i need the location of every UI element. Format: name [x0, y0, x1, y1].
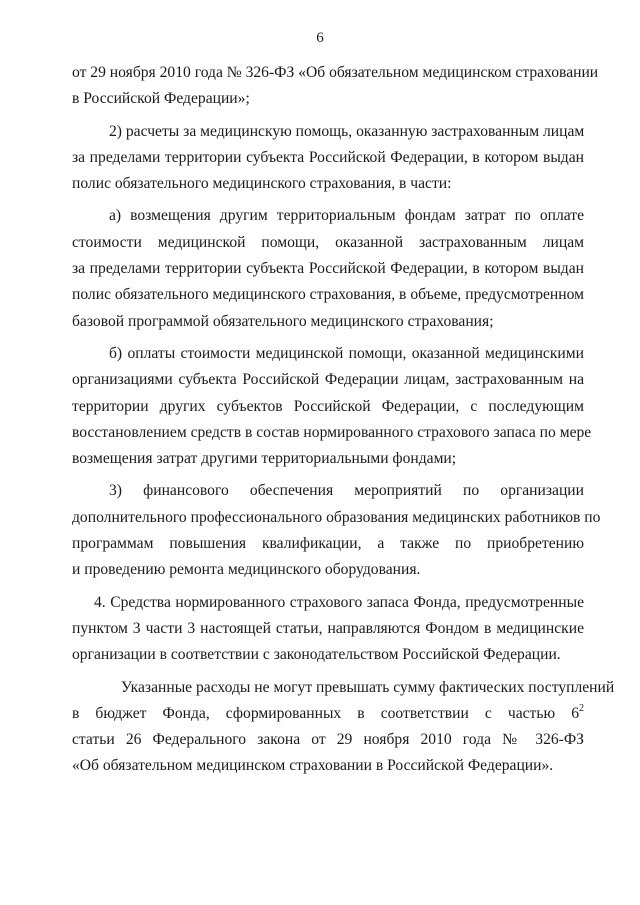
paragraph-subitem-b: [72, 341, 592, 472]
superscript: 2: [579, 702, 584, 714]
text-line: 2) расчеты за медицинскую помощь, оказанную застрахованным лицам: [109, 122, 585, 140]
paragraph-expenses: [72, 675, 615, 780]
text-line: статьи 26 Федерального закона от 29 ноября 2010 года № 326-ФЗ: [72, 731, 584, 749]
text-line: программам повышения квалификации, а также по приобретению: [72, 535, 584, 553]
text-line-with-superscript: [72, 701, 584, 727]
text-line: от 29 ноября 2010 года № 326-ФЗ «Об обязательном медицинском страховании: [72, 64, 599, 81]
text-line: за пределами территории субъекта Российской Федерации, в котором выдан: [72, 148, 584, 166]
text-line: 4. Средства нормированного страхового запаса Фонда, предусмотренные: [94, 593, 584, 611]
text-line: б) оплаты стоимости медицинской помощи, оказанной медицинскими: [109, 344, 584, 362]
text-line: в Российской Федерации»;: [72, 90, 250, 108]
text-line: за пределами территории субъекта Российской Федерации, в котором выдан: [72, 260, 584, 278]
paragraph-item-2: [72, 119, 584, 198]
text-line: полис обязательного медицинского страхования, в части:: [72, 175, 452, 193]
text-line: Указанные расходы не могут превышать сумму фактических поступлений: [121, 678, 615, 696]
text-line: возмещения затрат другими территориальными фондами;: [72, 450, 457, 468]
document-body: [72, 60, 615, 780]
text-line: организациями субъекта Российской Федерации лицам, застрахованным на: [72, 371, 584, 389]
text-line: «Об обязательном медицинском страховании в Российской Федерации».: [72, 757, 554, 775]
paragraph-continuation: [72, 60, 599, 113]
paragraph-part-4: [72, 590, 584, 669]
text-line: стоимости медицинской помощи, оказанной застрахованным лицам: [72, 233, 584, 251]
text-line: организации в соответствии с законодательством Российской Федерации.: [72, 646, 561, 664]
text-line: полис обязательного медицинского страхования, в объеме, предусмотренном: [72, 286, 584, 304]
text-line: пунктом 3 части 3 настоящей статьи, направляются Фондом в медицинские: [72, 619, 584, 637]
text-line: восстановлением средств в состав нормированного страхового запаса по мере: [72, 423, 592, 441]
text-line: и проведению ремонта медицинского оборудования.: [72, 561, 421, 579]
text-line: территории других субъектов Российской Федерации, с последующим: [72, 397, 584, 415]
text-line: а) возмещения другим территориальным фондам затрат по оплате: [109, 207, 584, 225]
paragraph-subitem-a: [72, 203, 584, 334]
text-line: дополнительного профессионального образования медицинских работников по: [72, 508, 601, 526]
text-line: 3) финансового обеспечения мероприятий по организации: [109, 482, 584, 500]
text-line-text: в бюджет Фонда, сформированных в соответствии с частью 6: [72, 704, 579, 722]
text-line: базовой программой обязательного медицинского страхования;: [72, 312, 494, 330]
page-number: 6: [316, 30, 324, 46]
paragraph-item-3: [72, 478, 601, 583]
